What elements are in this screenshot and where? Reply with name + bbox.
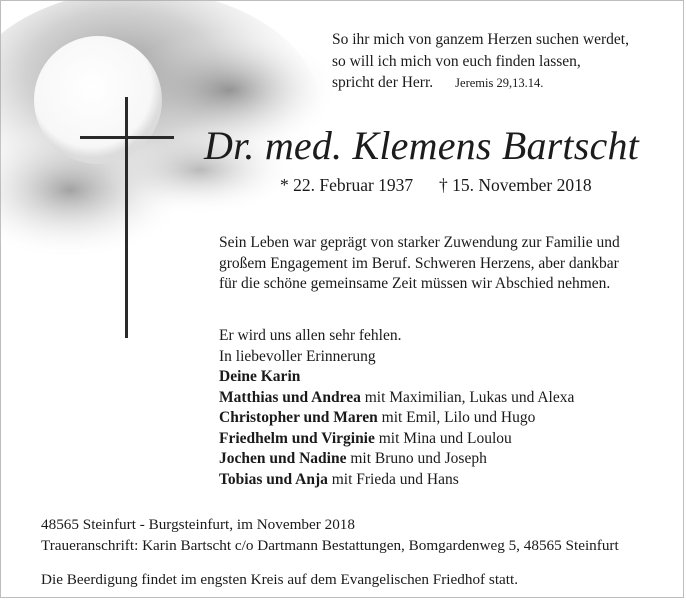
family-names: Deine Karin	[219, 368, 301, 385]
tribute-line: großem Engagement im Beruf. Schweren Herzens, aber dankbar	[219, 254, 619, 272]
family-children: mit Emil, Lilo und Hugo	[377, 409, 536, 426]
family-member	[219, 367, 679, 388]
deceased-name: Dr. med. Klemens Bartscht	[204, 123, 639, 168]
bible-verse	[332, 29, 629, 95]
footer-info	[41, 515, 619, 556]
verse-line-text: spricht der Herr.	[332, 74, 434, 91]
family-children: mit Bruno und Joseph	[346, 450, 487, 467]
signoff-line: Er wird uns allen sehr fehlen.	[219, 327, 402, 344]
signoff-line: In liebevoller Erinnerung	[219, 347, 376, 365]
funeral-notice: Die Beerdigung findet im engsten Kreis auf dem Evangelischen Friedhof statt.	[41, 571, 519, 588]
family-member	[219, 429, 679, 450]
tribute-text	[219, 233, 679, 295]
verse-reference: Jeremis 29,13.14.	[455, 76, 544, 90]
family-member	[219, 449, 679, 470]
family-children: mit Maximilian, Lukas und Alexa	[360, 388, 575, 406]
family-signoff	[219, 326, 679, 490]
tribute-line: für die schöne gemeinsame Zeit müssen wir Abschied nehmen.	[219, 275, 611, 292]
family-children: mit Frieda und Hans	[327, 470, 459, 488]
family-member	[219, 470, 679, 491]
verse-line: So ihr mich von ganzem Herzen suchen werdet,	[332, 31, 629, 48]
cross-horizontal-beam	[80, 136, 174, 139]
family-names: Christopher und Maren	[219, 409, 378, 426]
family-names: Tobias und Anja	[219, 470, 328, 488]
verse-line	[332, 72, 629, 95]
verse-line: so will ich mich von euch finden lassen,	[332, 52, 581, 70]
tribute-line: Sein Leben war geprägt von starker Zuwendung zur Familie und	[219, 234, 620, 251]
family-member	[219, 408, 679, 429]
birth-date: * 22. Februar 1937	[280, 175, 414, 195]
family-children: mit Mina und Loulou	[374, 429, 512, 447]
death-date: † 15. November 2018	[439, 175, 592, 195]
family-member	[219, 388, 679, 409]
family-names: Matthias und Andrea	[219, 388, 361, 406]
family-names: Jochen und Nadine	[219, 450, 347, 467]
family-names: Friedhelm und Virginie	[219, 429, 375, 447]
mourning-address: Traueranschrift: Karin Bartscht c/o Dartmann Bestattungen, Bomgardenweg 5, 48565 Steinfurt	[41, 536, 619, 554]
cross-vertical-beam	[125, 97, 128, 338]
place-date: 48565 Steinfurt - Burgsteinfurt, im November 2018	[41, 516, 355, 533]
